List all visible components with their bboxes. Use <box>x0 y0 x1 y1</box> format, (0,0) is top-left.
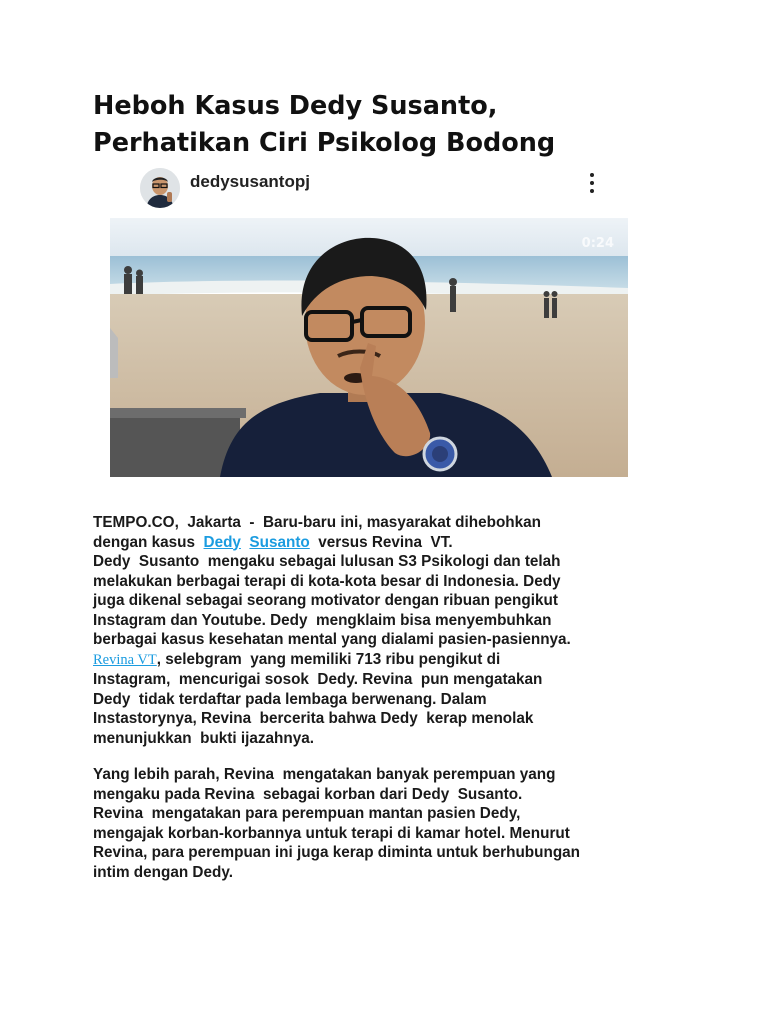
paragraph-2-line: Revina, para perempuan ini juga kerap diminta untuk berhubungan <box>93 844 581 861</box>
paragraph-2-line: mengaku pada Revina sebagai korban dari Dedy Susanto. <box>93 785 523 803</box>
link-dedy[interactable]: Dedy <box>203 533 241 551</box>
video-timestamp-badge: 0:24 <box>581 236 614 251</box>
paragraph-1-line: Dedy Susanto mengaku sebagai lulusan S3 Psikologi dan telah <box>93 553 561 570</box>
paragraph-gap <box>93 748 683 765</box>
instagram-post-header <box>110 166 628 214</box>
more-vertical-icon[interactable] <box>586 170 598 200</box>
link-susanto[interactable]: Susanto <box>249 533 310 551</box>
link-revina-vt[interactable]: Revina VT <box>93 651 157 668</box>
paragraph-1-line: Instagram, mencurigai sosok Dedy. Revina pun mengatakan <box>93 671 543 688</box>
article-title-line-1: Heboh Kasus Dedy Susanto, <box>93 91 498 121</box>
article-title-line-2: Perhatikan Ciri Psikolog Bodong <box>93 128 556 158</box>
article-body <box>93 513 683 882</box>
paragraph-2-line: Yang lebih parah, Revina mengatakan banyak perempuan yang <box>93 766 556 783</box>
paragraph-1-line: berbagai kasus kesehatan mental yang dialami pasien-pasiennya. <box>93 631 571 648</box>
paragraph-2-line: intim dengan Dedy. <box>93 863 233 881</box>
paragraph-1-line <box>93 650 683 671</box>
paragraph-1-line <box>93 533 683 553</box>
post-photo <box>110 218 628 477</box>
paragraph-1-line: melakukan berbagai terapi di kota-kota besar di Indonesia. Dedy <box>93 572 561 590</box>
text-segment: dengan kasus <box>93 533 204 551</box>
avatar[interactable] <box>140 168 180 208</box>
text-segment: versus Revina VT. <box>309 533 453 551</box>
article-title <box>93 88 713 162</box>
paragraph-1-line: juga dikenal sebagai seorang motivator dengan ribuan pengikut <box>93 592 558 609</box>
paragraph-1-line: Dedy tidak terdaftar pada lembaga berwenang. Dalam <box>93 690 487 708</box>
paragraph-1-line: Instagram dan Youtube. Dedy mengklaim bisa menyembuhkan <box>93 611 552 629</box>
paragraph-2-line: Revina mengatakan para perempuan mantan pasien Dedy, <box>93 805 521 822</box>
paragraph-2-line: mengajak korban-korbannya untuk terapi di kamar hotel. Menurut <box>93 824 570 842</box>
instagram-username[interactable]: dedysusantopj <box>190 172 310 191</box>
text-segment: , selebgram yang memiliki 713 ribu pengikut di <box>156 650 501 668</box>
paragraph-1-line: Instastorynya, Revina bercerita bahwa Dedy kerap menolak <box>93 710 534 727</box>
paragraph-1-line: menunjukkan bukti ijazahnya. <box>93 729 315 747</box>
paragraph-1-line: TEMPO.CO, Jakarta - Baru-baru ini, masyarakat dihebohkan <box>93 514 541 531</box>
